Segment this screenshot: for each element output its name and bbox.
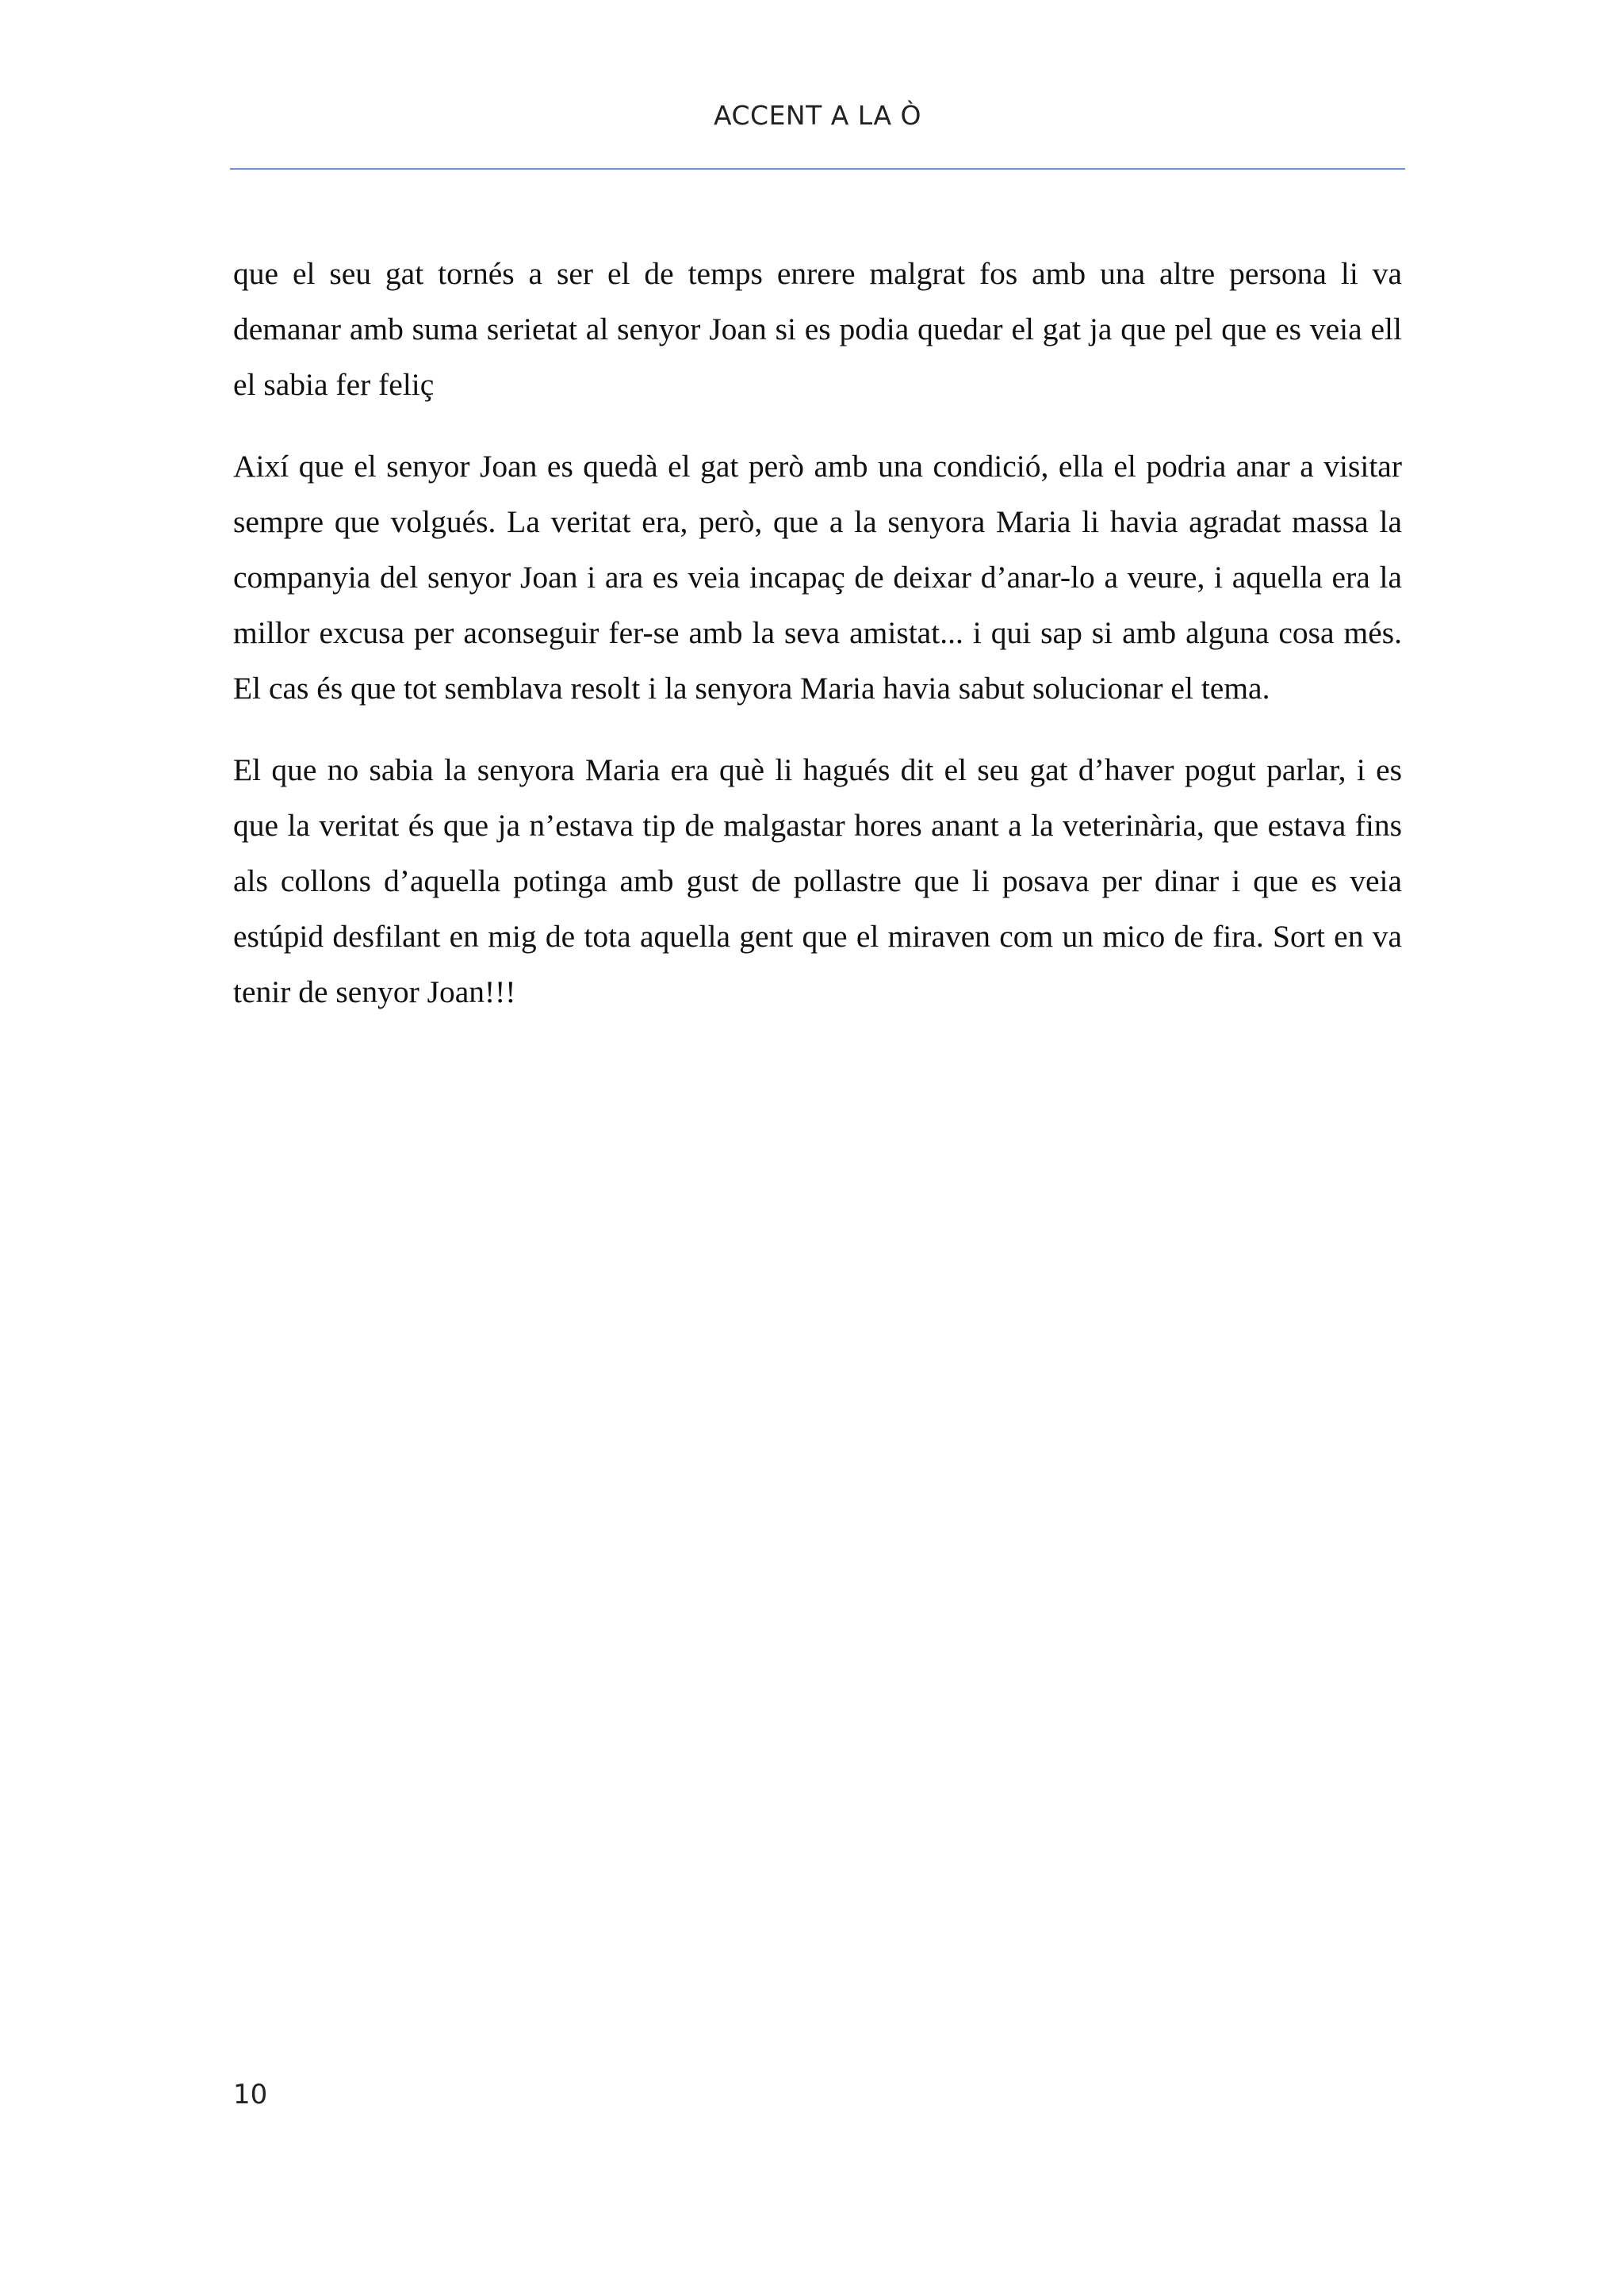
paragraph: que el seu gat tornés a ser el de temps enrere malgrat fos amb una altre persona li va demanar amb suma serietat al senyor Joan si es podia quedar el gat ja que pel que es veia ell el sabia fer feliç <box>233 256 1402 402</box>
page-number: 10 <box>233 2079 268 2110</box>
header-divider <box>230 168 1405 170</box>
paragraph: El que no sabia la senyora Maria era què li hagués dit el seu gat d’haver pogut parlar, i es que la veritat és que ja n’estava tip de malgastar hores anant a la veterinària, que estava fins als collons d’aquella potinga amb gust de pollastre que li posava per dinar i que es veia estúpid desfilant en mig de tota aquella gent que el miraven com un mico de fira. Sort en va tenir de senyor Joan!!! <box>233 752 1402 1009</box>
body-text <box>233 246 1402 1046</box>
paragraph: Així que el senyor Joan es quedà el gat però amb una condició, ella el podria anar a visitar sempre que volgués. La veritat era, però, que a la senyora Maria li havia agradat massa la companyia del senyor Joan i ara es veia incapaç de deixar d’anar-lo a veure, i aquella era la millor excusa per aconseguir fer-se amb la seva amistat... i qui sap si amb alguna cosa més. El cas és que tot semblava resolt i la senyora Maria havia sabut solucionar el tema. <box>233 449 1402 706</box>
running-header: ACCENT A LA Ò <box>713 100 921 131</box>
